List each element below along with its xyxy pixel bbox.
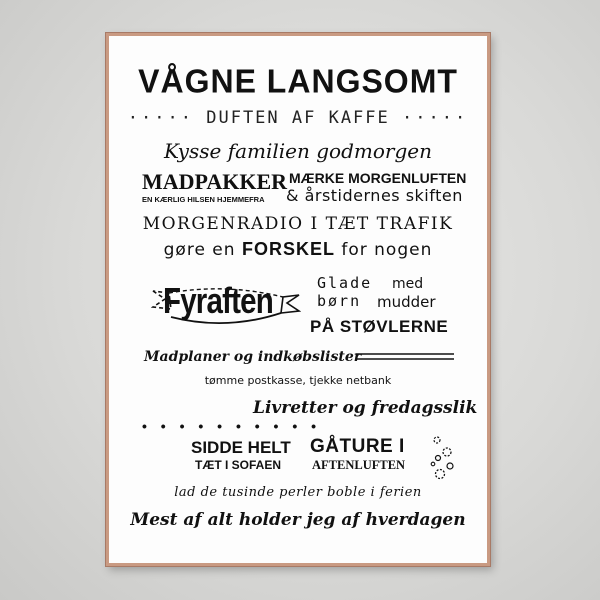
gore-line — [109, 239, 487, 260]
gaature-text: GÅTURE I — [310, 436, 405, 457]
livretter-text: Livretter og fredagsslik — [253, 398, 478, 418]
born-text: børn — [317, 292, 362, 310]
kaffe-text: DUFTEN AF KAFFE — [206, 108, 390, 128]
radio-line: MORGENRADIO I TÆT TRAFIK — [142, 214, 454, 234]
kaffe-line — [109, 108, 487, 128]
gore-bold: FORSKEL — [241, 239, 335, 259]
aarstid-text: & årstidernes skiften — [286, 186, 463, 205]
dots-left: ····· — [127, 108, 194, 128]
stovlerne-text: PÅ STØVLERNE — [310, 317, 449, 336]
sidde-text: SIDDE HELT — [191, 438, 291, 457]
med-text: med — [392, 276, 424, 292]
glade-text: Glade — [317, 274, 373, 292]
double-line-icon — [356, 352, 456, 362]
poster — [109, 36, 487, 563]
kysse-line: Kysse familien godmorgen — [164, 139, 432, 163]
poster-frame — [106, 33, 490, 566]
taet-text: TÆT I SOFAEN — [195, 458, 282, 472]
bubbles-icon — [429, 434, 459, 484]
poster-title: VÅGNE LANGSOMT — [138, 62, 458, 100]
fyraften-text: Fyraften — [163, 280, 273, 321]
gore-post: for nogen — [341, 240, 433, 260]
madpakker-text: MADPAKKER — [142, 169, 288, 194]
mudder-text: mudder — [377, 293, 436, 311]
dot-row: • • • • • • • • • • — [142, 418, 322, 434]
kaerlig-text: EN KÆRLIG HILSEN HJEMMEFRA — [142, 195, 265, 204]
mest-line: Mest af alt holder jeg af hverdagen — [130, 510, 466, 530]
tomme-line: tømme postkasse, tjekke netbank — [204, 374, 392, 387]
maerke-text: MÆRKE MORGENLUFTEN — [289, 170, 467, 186]
gore-pre: gøre en — [163, 240, 236, 260]
dots-right: ····· — [402, 108, 469, 128]
madplaner-text: Madplaner og indkøbslister — [144, 349, 362, 365]
aftenluften-text: AFTENLUFTEN — [312, 458, 406, 472]
lad-line: lad de tusinde perler boble i ferien — [174, 485, 422, 500]
